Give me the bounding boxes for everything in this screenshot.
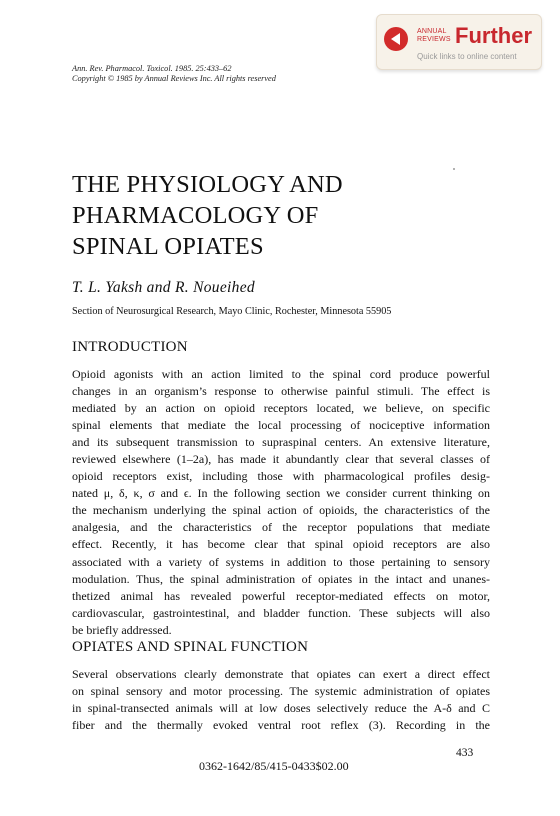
text-line: on spinal sensory and motor processing. The systemic administration of opiates xyxy=(72,684,490,699)
text-line: Several observations clearly demonstrate that opiates can exert a direct effect xyxy=(72,667,490,681)
badge-subtitle: Quick links to online content xyxy=(417,52,517,61)
section-heading-opiates-spinal-function: OPIATES AND SPINAL FUNCTION xyxy=(72,639,309,655)
section-heading-introduction: INTRODUCTION xyxy=(72,339,188,355)
badge-annual-text: ANNUAL xyxy=(417,28,447,35)
badge-further-text: Further xyxy=(455,23,532,48)
title-line: THE PHYSIOLOGY AND xyxy=(72,171,343,198)
text-line: nated μ, δ, κ, σ and ϵ. In the following section we consider current thinking on xyxy=(72,486,490,501)
title-line: PHARMACOLOGY OF xyxy=(72,202,319,229)
scan-speck xyxy=(453,168,455,170)
journal-citation xyxy=(72,64,276,84)
text-line: modulation. Thus, the spinal administration of opiates in the intact and unanes- xyxy=(72,571,490,586)
page-number: 433 xyxy=(456,747,474,759)
article-authors: T. L. Yaksh and R. Noueihed xyxy=(72,279,255,296)
text-line: thetized animal has revealed powerful receptor-mediated effects on motor, xyxy=(72,588,490,603)
annual-reviews-logo-icon xyxy=(384,27,408,51)
article-code: 0362-1642/85/415-0433$02.00 xyxy=(199,759,349,773)
text-line: Opioid agonists with an action limited to the spinal cord produce powerful xyxy=(72,367,490,381)
annual-reviews-further-badge[interactable] xyxy=(376,14,542,70)
author-affiliation: Section of Neurosurgical Research, Mayo Clinic, Rochester, Minnesota 55905 xyxy=(72,306,392,317)
text-line: fiber and the thermally evoked ventral root reflex (3). Recording in the xyxy=(72,718,490,733)
text-line: cardiovascular, gastrointestinal, and bladder function. These subjects will also xyxy=(72,605,490,620)
text-line: changes in an organism’s response to otherwise painful stimuli. The effect is xyxy=(72,384,490,399)
text-line: be briefly addressed. xyxy=(72,622,172,637)
text-line: in spinal-transected animals will at low doses selectively reduce the A-δ and C xyxy=(72,701,490,716)
badge-reviews-text: REVIEWS xyxy=(417,36,451,43)
title-line: SPINAL OPIATES xyxy=(72,233,264,260)
text-line: effect. Recently, it has become clear that spinal opioid receptors are also xyxy=(72,537,490,552)
text-line: spinal elements that mediate the local processing of nociceptive information xyxy=(72,418,490,433)
opiates-paragraph xyxy=(72,666,490,734)
text-line: opioid receptors exist, including those with pharmacological profiles desig- xyxy=(72,469,490,484)
introduction-paragraph xyxy=(72,366,490,639)
copyright-line: Copyright © 1985 by Annual Reviews Inc. All rights reserved xyxy=(72,74,276,83)
text-line: and its subsequent transmission to supraspinal centers. An extensive literature, xyxy=(72,435,490,450)
text-line: reviewed elsewhere (1–2a), has made it abundantly clear that several classes of xyxy=(72,452,490,467)
text-line: the mechanism underlying the spinal action of opioids, the characteristics of the xyxy=(72,503,490,518)
citation-line: Ann. Rev. Pharmacol. Toxicol. 1985. 25:433–62 xyxy=(72,64,232,73)
article-title xyxy=(72,169,452,262)
text-line: analgesia, and the characteristics of the receptor populations that mediate xyxy=(72,520,490,535)
text-line: associated with a variety of systems in addition to those pertaining to sensory xyxy=(72,554,490,569)
text-line: mediated by an action on opioid receptors located, we believe, on specific xyxy=(72,401,490,416)
